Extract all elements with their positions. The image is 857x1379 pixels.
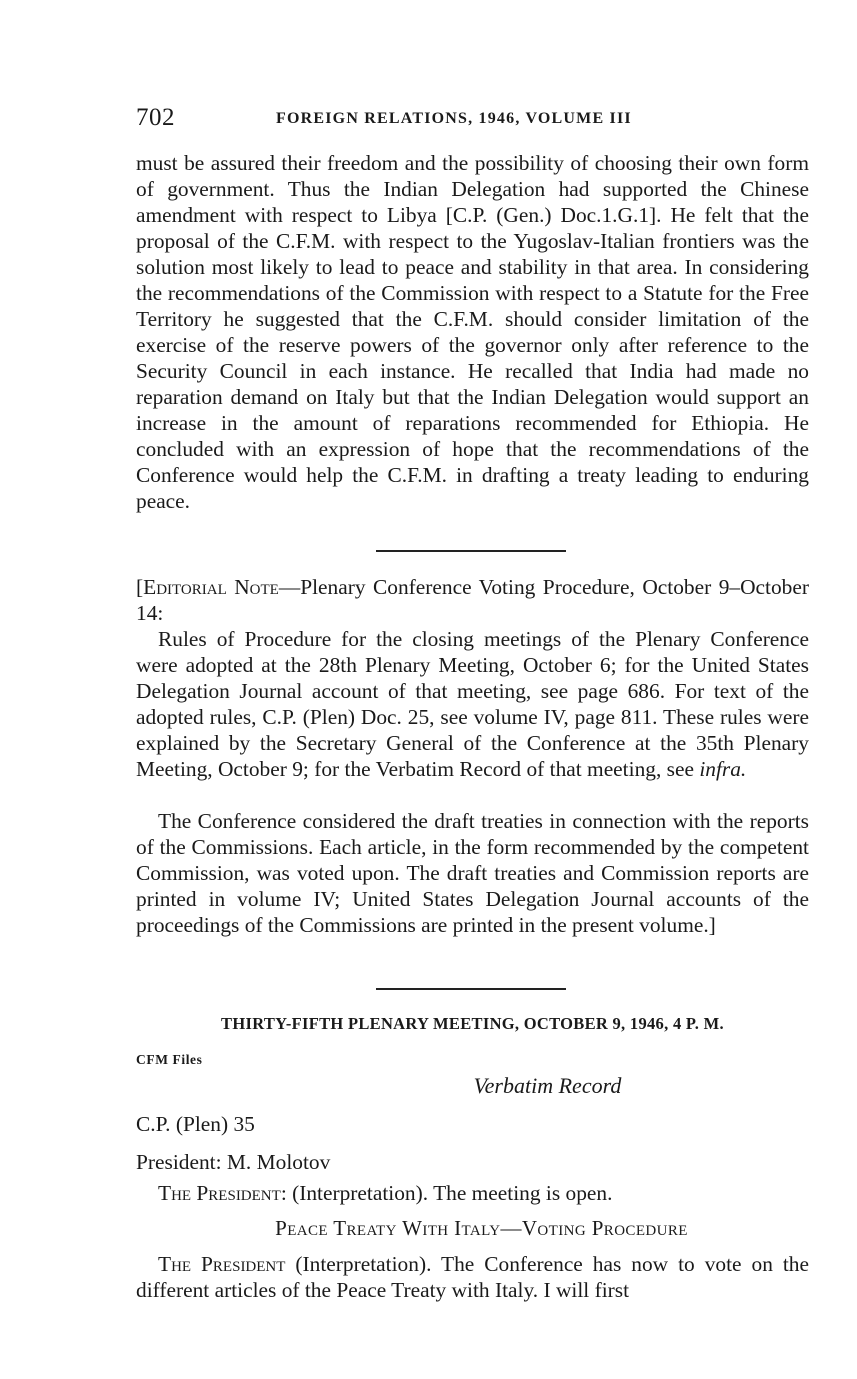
- running-head-title: FOREIGN RELATIONS, 1946, VOLUME III: [276, 110, 632, 127]
- document-id: C.P. (Plen) 35: [136, 1112, 255, 1136]
- editorial-note-heading: [136, 574, 809, 626]
- page-number: 702: [136, 104, 175, 131]
- running-head: [136, 104, 809, 136]
- record-type: Verbatim Record: [473, 1073, 622, 1098]
- speaker-name-2: The President: [158, 1252, 286, 1276]
- editorial-paragraph-treaties: The Conference considered the draft treaties in connection with the reports of the Commissions. Each article, in the form recommended by the competent Commission, was voted upon. The draft treaties and Commission reports are printed in volume IV; United States Delegation Journal accounts of the proceedings of the Commissions are printed in the present volume.]: [136, 809, 809, 937]
- meeting-heading: THIRTY-FIFTH PLENARY MEETING, OCTOBER 9, 1946, 4 P. M.: [221, 1014, 724, 1033]
- president-statement: [136, 1251, 809, 1303]
- president-line: President: M. Molotov: [136, 1150, 331, 1174]
- infra-reference: infra.: [699, 757, 747, 781]
- editorial-note-label: [Editorial Note: [136, 575, 279, 599]
- editorial-paragraph-rules: [136, 626, 809, 782]
- president-opening: [158, 1181, 612, 1206]
- section-divider: [376, 550, 566, 552]
- source-label: CFM Files: [136, 1052, 203, 1067]
- section-divider-2: [376, 988, 566, 990]
- speech-text-2: (Interpretation). The Conference has now to vote on the different articles of the Peace Treaty with Italy. I will first: [136, 1252, 809, 1302]
- speech-text: : (Interpretation). The meeting is open.: [280, 1181, 613, 1205]
- section-title: Peace Treaty With Italy—Voting Procedure: [275, 1216, 688, 1240]
- speaker-name: The President: [158, 1181, 281, 1205]
- continued-paragraph: must be assured their freedom and the possibility of choosing their own form of government. Thus the Indian Delegation had supported the Chinese amendment with respect to Libya [C.P. (Gen.) Doc.1.G.1]. He felt that the proposal of the C.F.M. with respect to the Yugoslav-Italian frontiers was the solution most likely to lead to peace and stability in that area. In considering the recommendations of the Commission with respect to a Statute for the Free Territory he suggested that the C.F.M. should consider limitation of the exercise of the reserve powers of the governor only after reference to the Security Council in each instance. He recalled that India had made no reparation demand on Italy but that the Indian Delegation would support an increase in the amount of reparations recommended for Ethiopia. He concluded with an expression of hope that the recommendations of the Conference would help the C.F.M. in drafting a treaty leading to enduring peace.: [136, 151, 809, 513]
- editorial-paragraph-rules-text: Rules of Procedure for the closing meetings of the Plenary Conference were adopted at the 28th Plenary Meeting, October 6; for the United States Delegation Journal account of that meeting, see page 686. For text of the adopted rules, C.P. (Plen) Doc. 25, see volume IV, page 811. These rules were explained by the Secretary General of the Conference at the 35th Plenary Meeting, October 9; for the Verbatim Record of that meeting, see: [136, 627, 809, 781]
- editorial-note-title: —Plenary Conference Voting Procedure, October 9–October 14:: [136, 575, 809, 625]
